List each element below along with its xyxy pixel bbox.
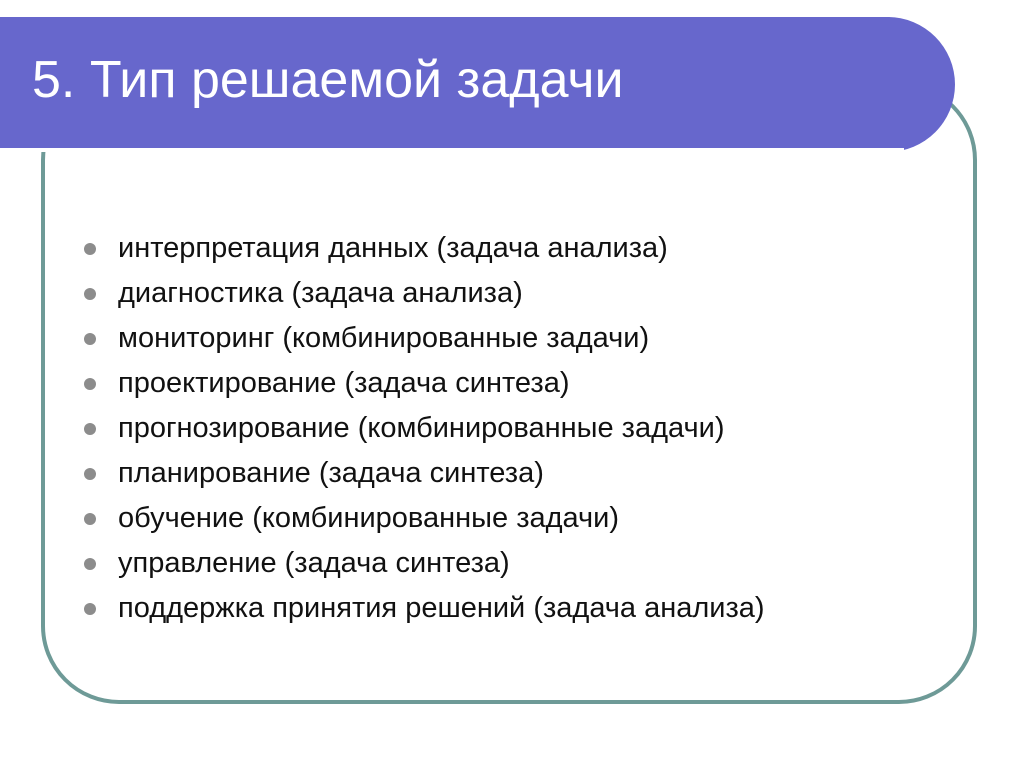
bullet-item — [80, 406, 765, 451]
bullet-text: диагностика (задача анализа) — [118, 277, 523, 309]
bullet-text: интерпретация данных (задача анализа) — [118, 232, 668, 264]
bullet-item — [80, 586, 765, 631]
bullet-item — [80, 271, 765, 316]
bullet-item — [80, 361, 765, 406]
bullet-text: управление (задача синтеза) — [118, 547, 510, 579]
bullet-text: прогнозирование (комбинированные задачи) — [118, 412, 725, 444]
bullet-dot-icon — [84, 558, 96, 570]
bullet-text: мониторинг (комбинированные задачи) — [118, 322, 650, 354]
bullet-item — [80, 226, 765, 271]
bullet-item — [80, 316, 765, 361]
bullet-dot-icon — [84, 603, 96, 615]
bullet-dot-icon — [84, 423, 96, 435]
bullet-list — [80, 226, 765, 631]
title-underline — [0, 148, 904, 152]
bullet-item — [80, 451, 765, 496]
bullet-text: обучение (комбинированные задачи) — [118, 502, 620, 534]
bullet-text: проектирование (задача синтеза) — [118, 367, 570, 399]
bullet-text: поддержка принятия решений (задача анализа) — [118, 592, 765, 624]
bullet-dot-icon — [84, 333, 96, 345]
bullet-dot-icon — [84, 468, 96, 480]
bullet-dot-icon — [84, 288, 96, 300]
bullet-dot-icon — [84, 243, 96, 255]
bullet-item — [80, 541, 765, 586]
bullet-dot-icon — [84, 513, 96, 525]
bullet-item — [80, 496, 765, 541]
slide-title: 5. Тип решаемой задачи — [32, 51, 624, 109]
bullet-dot-icon — [84, 378, 96, 390]
bullet-text: планирование (задача синтеза) — [118, 457, 544, 489]
